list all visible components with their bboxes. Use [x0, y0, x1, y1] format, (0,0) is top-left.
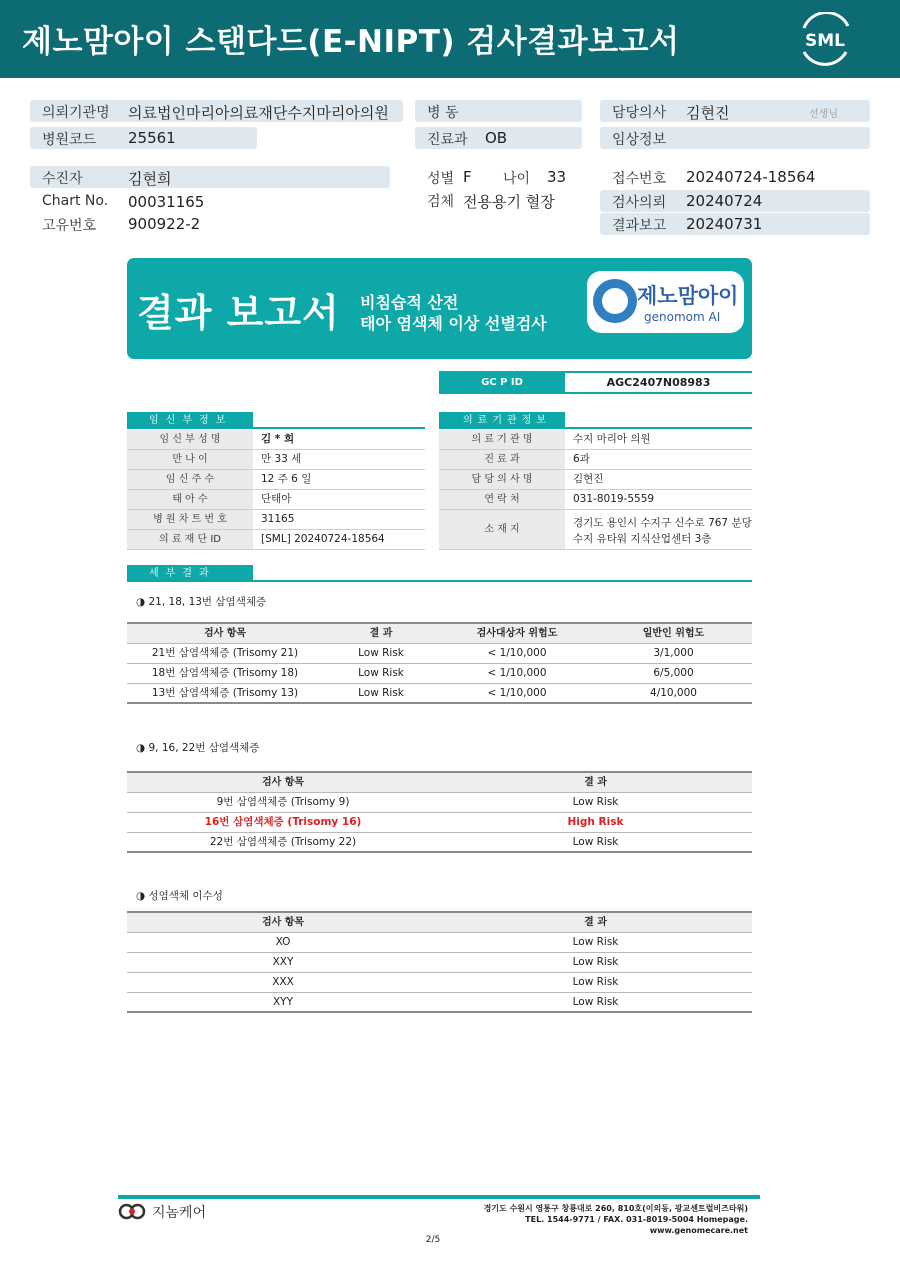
pregnant-info-value: 단태아 [261, 493, 292, 505]
clinical-row [600, 127, 870, 149]
table-row [127, 684, 752, 704]
institution-location-row [439, 510, 752, 550]
table-cell: 4/10,000 [650, 687, 697, 699]
group3-table [127, 911, 752, 1013]
table-header-cell: 결 과 [584, 777, 607, 788]
department-label: 진료과 [427, 132, 468, 148]
pregnant-info-value: 12 주 6 일 [261, 473, 312, 485]
table-row [127, 973, 752, 993]
card-subtitle-line2: 태아 염색체 이상 선별검사 [360, 314, 547, 333]
table-cell: Low Risk [572, 956, 619, 968]
pregnant-info-row [127, 510, 425, 530]
footer-divider [118, 1195, 760, 1199]
table-header-cell: 검사 항목 [261, 777, 305, 788]
table-cell: Low Risk [572, 996, 619, 1008]
details-header [127, 565, 752, 582]
department-value: OB [485, 129, 508, 147]
ward-row [415, 100, 582, 122]
pregnant-info-key: 병 원 차 트 번 호 [127, 510, 253, 529]
patient-value: 김현희 [128, 170, 172, 188]
doctor-suffix: 선생님 [809, 109, 838, 120]
table-header-row [127, 913, 752, 933]
pregnant-info-value: [SML] 20240724-18564 [261, 533, 385, 545]
institution-info-row [439, 490, 752, 510]
footer-address [456, 1203, 748, 1236]
table-cell: 18번 삼염색체증 (Trisomy 18) [151, 667, 299, 679]
table-cell: 22번 삼염색체증 (Trisomy 22) [209, 836, 357, 848]
sex-value: F [463, 168, 472, 186]
details-title: 세부결과 [127, 565, 253, 582]
gcp-id-row [439, 371, 752, 394]
genomom-logo-name: 제노맘아이 [637, 284, 739, 308]
chart-value: 00031165 [128, 193, 205, 211]
table-cell: Low Risk [572, 976, 619, 988]
table-cell: XO [275, 936, 291, 948]
institution-info-key: 진 료 과 [439, 450, 565, 469]
table-header-cell: 검사 항목 [203, 628, 247, 639]
pregnant-info-value: 31165 [261, 513, 295, 525]
chart-row [30, 191, 390, 213]
institution-location-line2: 수지 유타워 지식산업센터 3층 [573, 533, 712, 545]
pregnant-info-row [127, 530, 425, 550]
department-row [415, 127, 582, 149]
institution-info-row [439, 430, 752, 450]
genomecare-logo-name: 지놈케어 [152, 1205, 207, 1221]
request-value: 20240724 [686, 192, 763, 210]
table-cell: Low Risk [358, 647, 404, 659]
table-row [127, 993, 752, 1013]
pregnant-info-row [127, 450, 425, 470]
footer-address-line2: TEL. 1544-9771 / FAX. 031-8019-5004 Homepage. www.genomecare.net [525, 1215, 748, 1235]
table-row [127, 953, 752, 973]
table-cell: XYY [272, 996, 294, 1008]
table-row [127, 644, 752, 664]
receipt-value: 20240724-18564 [686, 168, 816, 186]
table-cell: < 1/10,000 [487, 667, 547, 679]
institution-info-key: 담 당 의 사 명 [439, 470, 565, 489]
hospital-code-label: 병원코드 [42, 132, 97, 148]
request-row [600, 190, 870, 212]
sex-label: 성별 [427, 171, 455, 187]
group2-table [127, 771, 752, 853]
institution-info-key: 의 료 기 관 명 [439, 430, 565, 449]
doctor-label: 담당의사 [612, 105, 667, 121]
institution-location-key: 소 재 지 [439, 510, 565, 549]
ward-label: 병 동 [427, 105, 459, 121]
table-row-high-risk [127, 813, 752, 833]
table-cell: 9번 삼염색체증 (Trisomy 9) [216, 796, 350, 808]
table-header-row [127, 624, 752, 644]
table-cell: XXY [272, 956, 294, 968]
institution-info-value: 031-8019-5559 [573, 493, 655, 505]
request-label: 검사의뢰 [612, 195, 667, 211]
table-row [127, 664, 752, 684]
table-cell: 6/5,000 [653, 667, 694, 679]
pregnant-info-key: 임 신 부 성 명 [127, 430, 253, 449]
age-value: 33 [547, 168, 567, 186]
group1-table [127, 622, 752, 704]
table-cell: < 1/10,000 [487, 647, 547, 659]
report-card [127, 258, 752, 359]
table-cell: 16번 삼염색체증 (Trisomy 16) [204, 816, 362, 828]
hospital-code-value: 25561 [128, 129, 176, 147]
patient-label: 수진자 [42, 171, 83, 187]
institution-info-row [439, 450, 752, 470]
table-cell: Low Risk [572, 836, 619, 848]
table-header-cell: 결 과 [584, 917, 607, 928]
gcp-id-label: GC P ID [439, 373, 565, 392]
report-date-label: 결과보고 [612, 218, 667, 234]
table-cell: 13번 삼염색체증 (Trisomy 13) [151, 687, 299, 699]
card-subtitle-line1: 비침습적 산전 [360, 293, 459, 312]
table-header-cell: 일반인 위험도 [642, 628, 705, 639]
pregnant-info-key: 의 료 재 단 ID [127, 530, 253, 549]
sex-age-row [415, 166, 585, 188]
receipt-row [600, 166, 870, 188]
report-date-value: 20240731 [686, 215, 763, 233]
table-cell: 21번 삼염색체증 (Trisomy 21) [151, 647, 299, 659]
table-cell: Low Risk [572, 796, 619, 808]
institution-info-key: 연 락 처 [439, 490, 565, 509]
table-cell: 3/1,000 [653, 647, 694, 659]
report-date-row [600, 213, 870, 235]
table-header-cell: 결 과 [369, 628, 393, 639]
pregnant-info-value: 김 * 희 [261, 433, 295, 445]
institution-value: 의료법인마리아의료재단수지마리아의원 [128, 104, 389, 122]
card-title: 결과 보고서 [137, 291, 340, 335]
group1-title: ◑ 21, 18, 13번 삼염색체증 [136, 596, 267, 608]
institution-info-row [439, 470, 752, 490]
sml-logo [796, 12, 854, 66]
institution-location-line1: 경기도 용인시 수지구 신수로 767 분당 [573, 517, 752, 529]
table-cell: High Risk [567, 816, 624, 828]
group3-title: ◑ 성염색체 이수성 [136, 890, 223, 902]
institution-info-value: 6과 [573, 453, 590, 465]
pregnant-info-key: 임 신 주 수 [127, 470, 253, 489]
institution-info-header [439, 412, 752, 429]
institution-info-value: 수지 마리아 의원 [573, 433, 651, 445]
table-row [127, 833, 752, 853]
table-header-cell: 검사 항목 [261, 917, 305, 928]
table-cell: Low Risk [572, 936, 619, 948]
pregnant-info-key: 만 나 이 [127, 450, 253, 469]
sml-logo-text: SML [805, 31, 845, 51]
table-cell: Low Risk [358, 667, 404, 679]
report-title: 제노맘아이 스탠다드(E-NIPT) 검사결과보고서 [22, 24, 680, 60]
specimen-value: 전용용기 혈장 [463, 193, 555, 211]
top-banner [0, 0, 900, 78]
pregnant-info-title: 임신부정보 [127, 412, 253, 429]
table-header-row [127, 773, 752, 793]
group2-title: ◑ 9, 16, 22번 삼염색체증 [136, 742, 260, 754]
unique-label: 고유번호 [42, 218, 97, 234]
chart-label: Chart No. [42, 193, 109, 209]
pregnant-info-row [127, 490, 425, 510]
table-cell: < 1/10,000 [487, 687, 547, 699]
institution-info-value: 김현진 [573, 473, 604, 485]
doctor-value: 김현진 [686, 104, 730, 122]
genomom-logo-english: genomom AI [644, 310, 721, 324]
table-cell: Low Risk [358, 687, 404, 699]
pregnant-info-row [127, 470, 425, 490]
institution-info-title: 의료기관정보 [439, 412, 565, 429]
table-row [127, 933, 752, 953]
receipt-label: 접수번호 [612, 171, 667, 187]
institution-label: 의뢰기관명 [42, 105, 110, 121]
genomom-logo [587, 271, 744, 333]
table-row [127, 793, 752, 813]
genomecare-logo-icon [118, 1203, 146, 1220]
genomom-logo-icon [593, 279, 637, 323]
clinical-label: 임상정보 [612, 132, 667, 148]
hospital-code-row [30, 127, 257, 149]
specimen-row [415, 189, 585, 211]
specimen-label: 검체 [427, 194, 455, 210]
age-label: 나이 [503, 171, 531, 187]
gcp-id-value: AGC2407N08983 [606, 376, 711, 389]
doctor-row [600, 100, 870, 122]
footer-address-line1: 경기도 수원시 영통구 창룡대로 260, 810호(이의동, 광교센트럴비즈타워) [483, 1204, 748, 1213]
unique-value: 900922-2 [128, 215, 201, 233]
pregnant-info-row [127, 430, 425, 450]
pregnant-info-key: 태 아 수 [127, 490, 253, 509]
unique-row [30, 213, 390, 235]
pregnant-info-value: 만 33 세 [261, 453, 302, 465]
page-number: 2/5 [425, 1235, 441, 1245]
institution-row [30, 100, 403, 122]
table-cell: XXX [272, 976, 294, 988]
patient-row [30, 166, 390, 188]
table-header-cell: 검사대상자 위험도 [476, 628, 558, 639]
pregnant-info-header [127, 412, 425, 429]
